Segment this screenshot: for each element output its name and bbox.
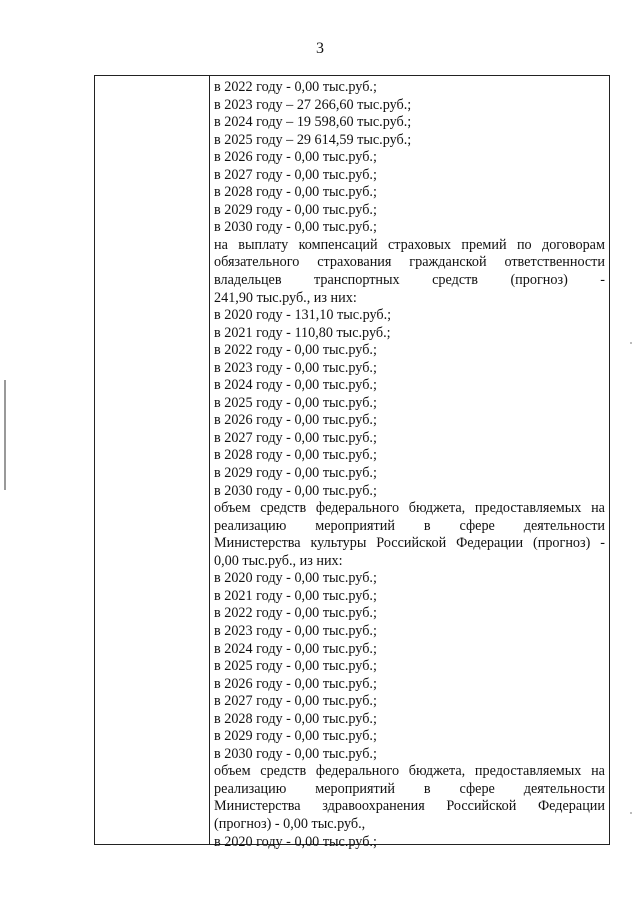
- justified-line: [214, 535, 605, 553]
- word: реализацию: [214, 517, 287, 534]
- word: страхования: [317, 254, 392, 271]
- funding-line: в 2020 году - 0,00 тыс.руб.;: [214, 833, 377, 850]
- paragraph-culture: [214, 500, 605, 570]
- word: на: [591, 500, 605, 517]
- justified-line: [214, 272, 605, 290]
- funding-line: в 2029 году - 0,00 тыс.руб.;: [214, 201, 377, 218]
- word: деятельности: [523, 780, 605, 797]
- word: (прогноз): [510, 272, 568, 289]
- justified-line: [214, 237, 605, 255]
- word: реализацию: [214, 780, 287, 797]
- word: культуры: [310, 535, 367, 552]
- funding-line: в 2022 году - 0,00 тыс.руб.;: [214, 79, 377, 95]
- word: по: [516, 236, 532, 253]
- word: Федерации: [456, 535, 524, 552]
- funding-line: в 2029 году - 0,00 тыс.руб.;: [214, 728, 377, 745]
- word: транспортных: [313, 272, 400, 289]
- word: в: [423, 517, 431, 534]
- funding-line: в 2023 году - 0,00 тыс.руб.;: [214, 359, 377, 376]
- word: объем: [214, 500, 251, 517]
- word: премий: [461, 236, 507, 253]
- word: сфере: [459, 780, 495, 797]
- funding-list-b: [214, 307, 605, 500]
- word: Министерства: [214, 535, 301, 552]
- funding-line: в 2024 году - 0,00 тыс.руб.;: [214, 377, 377, 394]
- word: Российской: [446, 798, 517, 815]
- word: средств: [260, 500, 307, 517]
- scan-dot: [630, 342, 632, 344]
- funding-line: в 2021 году - 0,00 тыс.руб.;: [214, 587, 377, 604]
- funding-line: в 2025 году - 0,00 тыс.руб.;: [214, 658, 377, 675]
- word: Федерации: [537, 798, 605, 815]
- word: ответственности: [504, 254, 605, 271]
- justified-line: [214, 763, 605, 781]
- funding-line: в 2024 году - 0,00 тыс.руб.;: [214, 640, 377, 657]
- funding-line: в 2023 году - 0,00 тыс.руб.;: [214, 622, 377, 639]
- word: Российской: [376, 535, 447, 552]
- word: компенсаций: [298, 236, 378, 253]
- justified-line: [214, 254, 605, 272]
- funding-line: в 2029 году - 0,00 тыс.руб.;: [214, 465, 377, 482]
- word: федерального: [315, 763, 400, 780]
- word: -: [600, 535, 605, 552]
- word: обязательного: [214, 254, 300, 271]
- funding-line: в 2030 году - 0,00 тыс.руб.;: [214, 482, 377, 499]
- word: -: [600, 272, 605, 289]
- paragraph-last-line: (прогноз) - 0,00 тыс.руб.,: [214, 815, 366, 832]
- scan-dot: [630, 812, 632, 814]
- funding-list-a: [214, 79, 605, 237]
- word: предоставляемых: [474, 763, 582, 780]
- funding-line: в 2030 году - 0,00 тыс.руб.;: [214, 219, 377, 236]
- funding-line: в 2026 году - 0,00 тыс.руб.;: [214, 412, 377, 429]
- word: договорам: [542, 236, 605, 253]
- word: выплату: [238, 236, 289, 253]
- justified-line: [214, 781, 605, 799]
- word: средств: [432, 272, 479, 289]
- funding-list-d: [214, 834, 605, 852]
- funding-line: в 2026 году - 0,00 тыс.руб.;: [214, 149, 377, 166]
- scan-margin-mark: [4, 380, 6, 490]
- word: сфере: [459, 517, 495, 534]
- word: на: [214, 236, 228, 253]
- funding-line: в 2024 году – 19 598,60 тыс.руб.;: [214, 114, 412, 131]
- funding-list-c: [214, 570, 605, 763]
- word: гражданской: [409, 254, 487, 271]
- funding-line: в 2025 году - 0,00 тыс.руб.;: [214, 394, 377, 411]
- funding-line: в 2023 году – 27 266,60 тыс.руб.;: [214, 96, 412, 113]
- paragraph-last-line: 241,90 тыс.руб., из них:: [214, 289, 357, 306]
- word: объем: [214, 763, 251, 780]
- justified-line: [214, 518, 605, 536]
- word: средств: [260, 763, 307, 780]
- word: бюджета,: [408, 500, 466, 517]
- word: на: [591, 763, 605, 780]
- funding-line: в 2027 году - 0,00 тыс.руб.;: [214, 429, 377, 446]
- funding-line: в 2026 году - 0,00 тыс.руб.;: [214, 675, 377, 692]
- table-left-cell: [95, 76, 210, 844]
- page-number: 3: [316, 40, 324, 57]
- funding-line: в 2020 году - 0,00 тыс.руб.;: [214, 570, 377, 587]
- word: (прогноз): [533, 535, 591, 552]
- word: здравоохранения: [322, 798, 425, 815]
- funding-line: в 2025 году – 29 614,59 тыс.руб.;: [214, 131, 412, 148]
- justified-line: [214, 798, 605, 816]
- word: деятельности: [523, 517, 605, 534]
- funding-line: в 2030 году - 0,00 тыс.руб.;: [214, 745, 377, 762]
- funding-line: в 2020 году - 131,10 тыс.руб.;: [214, 307, 392, 324]
- document-table: [94, 75, 610, 850]
- funding-line: в 2028 году - 0,00 тыс.руб.;: [214, 184, 377, 201]
- word: мероприятий: [315, 517, 395, 534]
- funding-line: в 2022 году - 0,00 тыс.руб.;: [214, 342, 377, 359]
- justified-line: [214, 500, 605, 518]
- funding-line: в 2021 году - 110,80 тыс.руб.;: [214, 324, 391, 341]
- table-right-cell: [214, 79, 605, 851]
- funding-line: в 2022 году - 0,00 тыс.руб.;: [214, 605, 377, 622]
- word: предоставляемых: [474, 500, 582, 517]
- paragraph-last-line: 0,00 тыс.руб., из них:: [214, 552, 343, 569]
- paragraph-health: [214, 763, 605, 833]
- word: мероприятий: [315, 780, 395, 797]
- paragraph-insurance: [214, 237, 605, 307]
- funding-line: в 2028 году - 0,00 тыс.руб.;: [214, 710, 377, 727]
- funding-line: в 2028 году - 0,00 тыс.руб.;: [214, 447, 377, 464]
- word: Министерства: [214, 798, 301, 815]
- word: владельцев: [214, 272, 282, 289]
- word: в: [423, 780, 431, 797]
- word: страховых: [387, 236, 452, 253]
- word: федерального: [315, 500, 400, 517]
- funding-line: в 2027 году - 0,00 тыс.руб.;: [214, 693, 377, 710]
- funding-line: в 2027 году - 0,00 тыс.руб.;: [214, 166, 377, 183]
- word: бюджета,: [408, 763, 466, 780]
